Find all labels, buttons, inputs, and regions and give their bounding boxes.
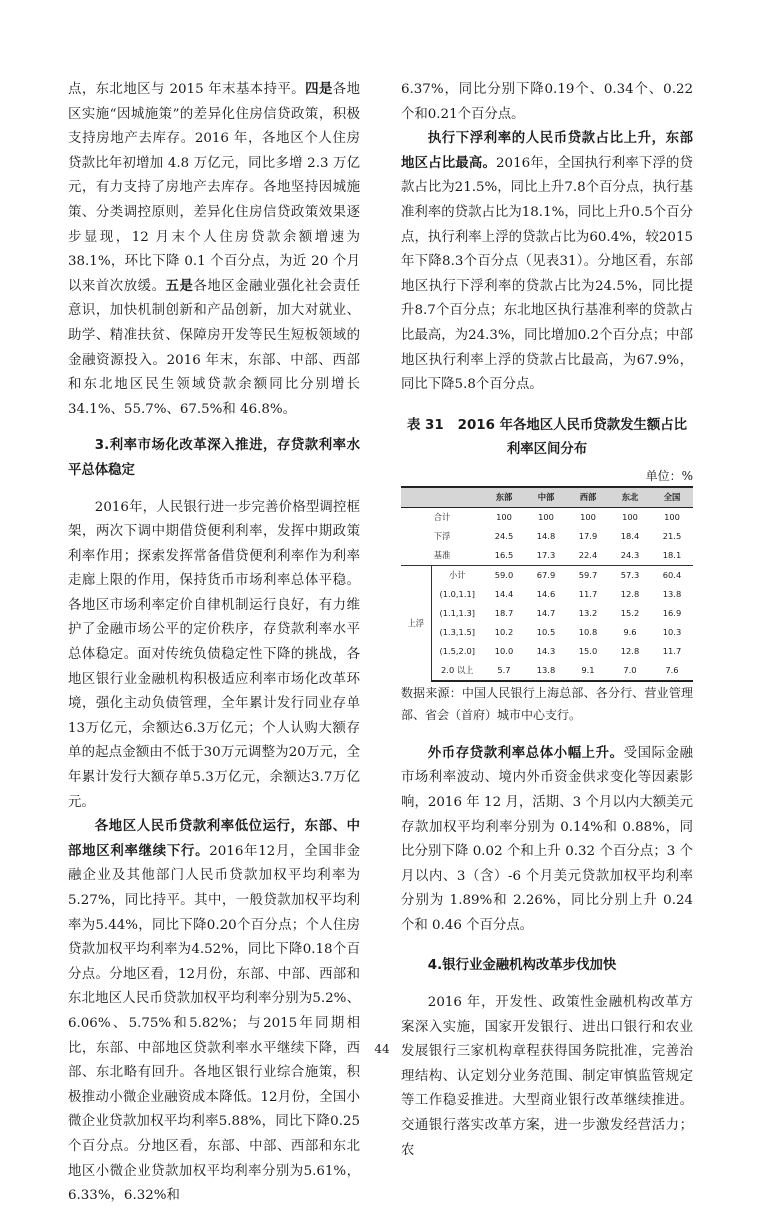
table-cell: 16.9: [662, 608, 682, 619]
table-cell: 100: [580, 512, 596, 523]
column-header: 东部: [483, 487, 525, 508]
table-row: [401, 642, 693, 661]
row-label: 下浮: [433, 531, 451, 542]
table-title: [401, 414, 693, 462]
table-cell: 12.8: [620, 646, 640, 657]
table-row: [401, 565, 693, 585]
column-header: 全国: [651, 487, 693, 508]
text-run: 2016年，全国执行利率下浮的贷款占比为21.5%，同比上升7.8个百分点，执行基准利率的贷款占比为18.1%，同比上升0.5个百分点，执行利率上浮的贷款占比为60.4%，较2015年下降8.3个百分点（见表31）。分地区看，东部地区执行下浮利率的贷款占比为24.5%，同比提升8.7个百分点；东北地区执行基准利率的贷款占比最高，为24.3%，同比增加0.2个百分点；中部地区执行利率上浮的贷款占比最高，为67.9%，同比下降5.8个百分点。: [401, 155, 694, 393]
table-cell: 15.0: [578, 646, 598, 657]
table-cell: 10.5: [536, 627, 556, 638]
table-cell: 16.5: [494, 550, 514, 561]
table-cell: 10.3: [662, 627, 682, 638]
table-cell: 100: [538, 512, 554, 523]
table-cell: 17.3: [536, 550, 556, 561]
table-title-text: 2016 年各地区人民币贷款发生额占比利率区间分布: [457, 417, 688, 457]
table-cell: 7.6: [651, 661, 693, 681]
table-cell: 57.3: [609, 565, 651, 585]
text-run: 2016年12月，全国非金融企业及其他部门人民币贷款加权平均利率为5.27%，同比持平。其中，一般贷款加权平均利率为5.44%，同比下降0.20个百分点；个人住房贷款加权平均利率为4.52%，同比下降0.18个百分点。分地区看，12月份，东部、中部、西部和东北地区人民币贷款加权平均利率分别为5.2%、6.06%、5.75%和5.82%；与2015年同期相比，东部、中部地区贷款利率水平继续下降，西部、东北略有回升。各地区银行业综合施策，积极推动小微企业融资成本降低。12月份，全国小微企业贷款加权平均利率5.88%，同比下降0.25个百分点。分地区看，东部、中部、西部和东北地区小微企业贷款加权平均利率分别为5.61%，6.33%，6.32%和: [68, 843, 360, 1204]
left-column: [68, 78, 360, 1209]
bold-run: 五是: [165, 278, 194, 294]
paragraph-continued: 6.37%，同比分别下降0.19个、0.34个、0.22个和0.21个百分点。: [401, 82, 693, 122]
page-number: 44: [374, 1042, 390, 1056]
table-cell: 22.4: [578, 550, 598, 561]
table-cell: 18.7: [494, 608, 514, 619]
table-cell: 10.8: [578, 627, 598, 638]
paragraph-rate-reform: 2016年，人民银行进一步完善价格型调控框架，两次下调中期借贷便利利率，发挥中期政策利率作用；探索发挥常备借贷便利利率作为利率走廊上限的作用，保持货币市场利率总体平稳。各地区市场利率定价自律机制运行良好，有力维护了金融市场公平的定价秩序，存贷款利率水平总体稳定。面对传统负债稳定性下降的挑战，各地区银行业金融机构积极适应利率市场化改革环境，强化主动负债管理，全年累计发行同业存单13万亿元，余额达6.3万亿元；个人认购大额存单的起点金额由不低于30万元调整为20万元，全年累计发行大额存单5.3万亿元，余额达3.7万亿元。: [68, 499, 360, 810]
table-row: [401, 507, 693, 527]
table-cell: 9.1: [567, 661, 609, 681]
text-run: 受国际金融市场利率波动、境内外币资金供求变化等因素影响，2016 年 12 月，活期、3 个月以内大额美元存款加权平均利率分别为 0.14%和 0.88%，同比分别下降 0.02 个和上升 0.32 个百分点；3 个月以内、3（含）-6 个月美元贷款加权平均利率分别为 1.89%和 2.26%，同比分别上升 0.24 个和 0.46 个百分点。: [401, 745, 694, 933]
bold-run: 四是: [305, 82, 333, 97]
table-cell: 15.2: [620, 608, 640, 619]
table-cell: 11.7: [662, 646, 682, 657]
table-cell: 14.8: [536, 531, 556, 542]
column-header: 西部: [567, 487, 609, 508]
paragraph-loan-rates: [68, 815, 360, 1209]
table-cell: 7.0: [609, 661, 651, 681]
table-cell: 60.4: [651, 565, 693, 585]
row-label: 2.0 以上: [431, 661, 483, 681]
table-cell: 13.8: [525, 661, 567, 681]
table-cell: 9.6: [623, 627, 637, 638]
section-heading-4: 4.银行业金融机构改革步伐加快: [427, 958, 617, 974]
row-label: (1.0,1.1]: [439, 589, 475, 600]
column-header: 东北: [609, 487, 651, 508]
bold-run: 各地区人民币贷款利率低位运行，东部、中部地区利率继续下行。: [68, 819, 360, 859]
table-cell: 21.5: [662, 531, 682, 542]
rate-distribution-table: [401, 486, 693, 682]
table-source-note: 数据来源：中国人民银行上海总部、各分行、营业管理部、省会（首府）城市中心支行。: [401, 685, 693, 722]
table-cell: 13.2: [578, 608, 598, 619]
text-run: 各地区金融业强化社会责任意识，加快机制创新和产品创新，加大对就业、助学、精准扶贫、保障房开发等民生短板领域的金融资源投入。2016 年末，东部、中部、西部和东北地区民生领域贷款余额同比分别增长 34.1%、55.7%、67.5%和 46.8%。: [68, 278, 361, 417]
table-cell: 17.9: [578, 531, 598, 542]
row-label: 小计: [431, 565, 483, 585]
table-row: [401, 546, 693, 566]
table-row: [401, 527, 693, 546]
table-cell: 100: [664, 512, 680, 523]
table-number: 表 31: [406, 417, 444, 433]
table-cell: 11.7: [578, 589, 598, 600]
table-row: [401, 623, 693, 642]
table-row: [401, 585, 693, 604]
table-cell: 14.6: [536, 589, 556, 600]
row-label: (1.5,2.0]: [439, 646, 475, 657]
table-row: [401, 661, 693, 681]
table-cell: 10.0: [494, 646, 514, 657]
table-cell: 67.9: [525, 565, 567, 585]
table-row: [401, 604, 693, 623]
row-label: 合计: [433, 512, 451, 523]
group-label: 上浮: [401, 565, 431, 681]
row-label: (1.3,1.5]: [439, 627, 475, 638]
table-cell: 10.2: [494, 627, 514, 638]
paragraph-foreign-currency: [401, 742, 693, 939]
text-run: 各地区实施“因城施策”的差异化住房信贷政策，积极支持房地产去库存。2016 年，各地区个人住房贷款比年初增加 4.8 万亿元，同比多增 2.3 万亿元，有力支持了房地产去库存。各地坚持因城施策、分类调控原则，差异化住房信贷政策效果逐步显现，12 月末个人住房贷款余额增速为 38.1%，环比下降 0.1 个百分点，为近 20 个月以来首次放缓。: [68, 82, 361, 294]
text-run: 点，东北地区与 2015 年末基本持平。: [68, 82, 306, 97]
table-cell: 14.4: [494, 589, 514, 600]
table-cell: 18.4: [620, 531, 640, 542]
table-cell: 13.8: [662, 589, 682, 600]
table-cell: 18.1: [662, 550, 682, 561]
table-cell: 59.7: [567, 565, 609, 585]
row-label: (1.1,1.3]: [439, 608, 475, 619]
section-heading-3: 3.利率市场化改革深入推进，存贷款利率水平总体稳定: [68, 438, 360, 478]
table-cell: 14.7: [536, 608, 556, 619]
table-cell: 5.7: [483, 661, 525, 681]
table-cell: 59.0: [483, 565, 525, 585]
table-cell: 100: [622, 512, 638, 523]
column-header: 中部: [525, 487, 567, 508]
table-cell: 24.3: [620, 550, 640, 561]
bold-run: 执行下浮利率的人民币贷款占比上升，东部地区占比最高。: [401, 131, 693, 171]
row-label: 基准: [433, 550, 451, 561]
right-column: [401, 78, 693, 1163]
paragraph-housing-credit: [68, 78, 360, 422]
table-cell: 24.5: [494, 531, 514, 542]
bold-run: 外币存贷款利率总体小幅上升。: [427, 745, 624, 761]
table-cell: 14.3: [536, 646, 556, 657]
paragraph-bank-reform: 2016 年，开发性、政策性金融机构改革方案深入实施，国家开发银行、进出口银行和农业发展银行三家机构章程获得国务院批准，完善治理结构、认定划分业务范围、制定审慎监管规定等工作稳妥推进。大型商业银行改革继续推进。交通银行落实改革方案，进一步激发经营活力；农: [401, 995, 693, 1158]
table-cell: 12.8: [620, 589, 640, 600]
table-cell: 100: [496, 512, 512, 523]
table-unit: 单位：%: [645, 468, 693, 483]
paragraph-floating-rates: [401, 127, 693, 398]
